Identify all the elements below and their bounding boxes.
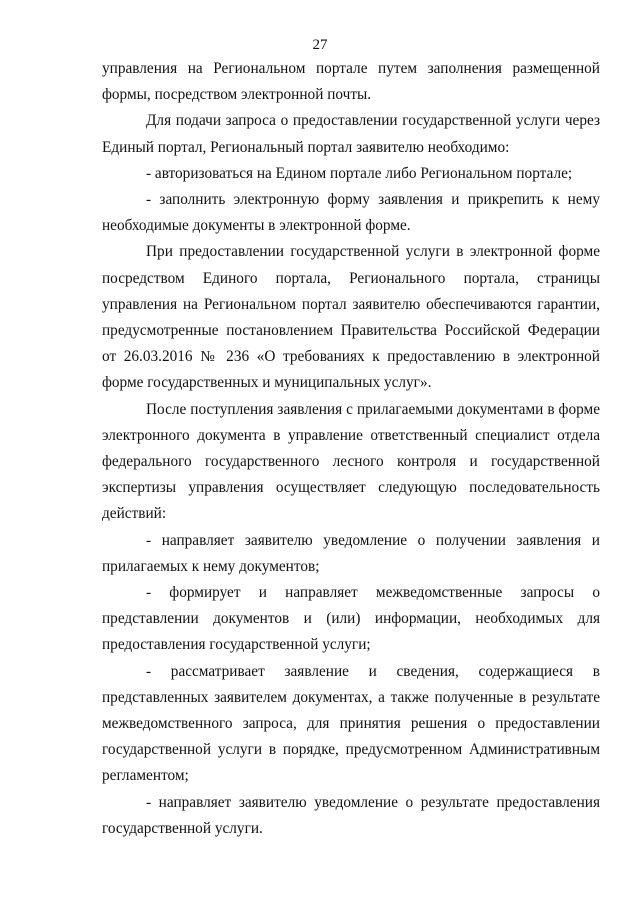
paragraph-2: Для подачи запроса о предоставлении государственной услуги через Единый портал, Региональный портал заявителю необходимо: [102,112,600,156]
paragraph-8: - формирует и направляет межведомственные запросы о представлении документов и (или) информации, необходимых для предоставления государственной услуги; [102,584,600,654]
paragraph-5: При предоставлении государственной услуги в электронной форме посредством Единого портала, Регионального портала, страницы управления на Региональном портал заявителю обеспечиваются гарантии, предусмотренные постановлением Правительства Российской Федерации от 26.03.2016 № 236 «О требованиях к предоставлению в электронной форме государственных и муниципальных услуг». [102,243,600,392]
paragraph-9: - рассматривает заявление и сведения, содержащиеся в представленных заявителем документах, а также полученные в результате межведомственного запроса, для принятия решения о предоставлении государственной услуги в порядке, предусмотренном Административным регламентом; [102,662,600,785]
page-number: 27 [312,37,328,53]
paragraph-10: - направляет заявителю уведомление о результате предоставления государственной услуги. [102,793,600,837]
document-body [102,56,600,842]
paragraph-3: - авторизоваться на Едином портале либо Региональном портале; [146,164,573,182]
paragraph-6: После поступления заявления с прилагаемыми документами в форме электронного документа в управление ответственный специалист отдела федерального государственного лесного контроля и государственной экспертизы управления осуществляет следующую последовательность действий: [102,400,600,523]
paragraph-4: - заполнить электронную форму заявления и прикрепить к нему необходимые документы в электронной форме. [102,191,600,235]
paragraph-7: - направляет заявителю уведомление о получении заявления и прилагаемых к нему документов; [102,531,600,575]
paragraph-1: управления на Региональном портале путем заполнения размещенной формы, посредством электронной почты. [102,60,600,104]
